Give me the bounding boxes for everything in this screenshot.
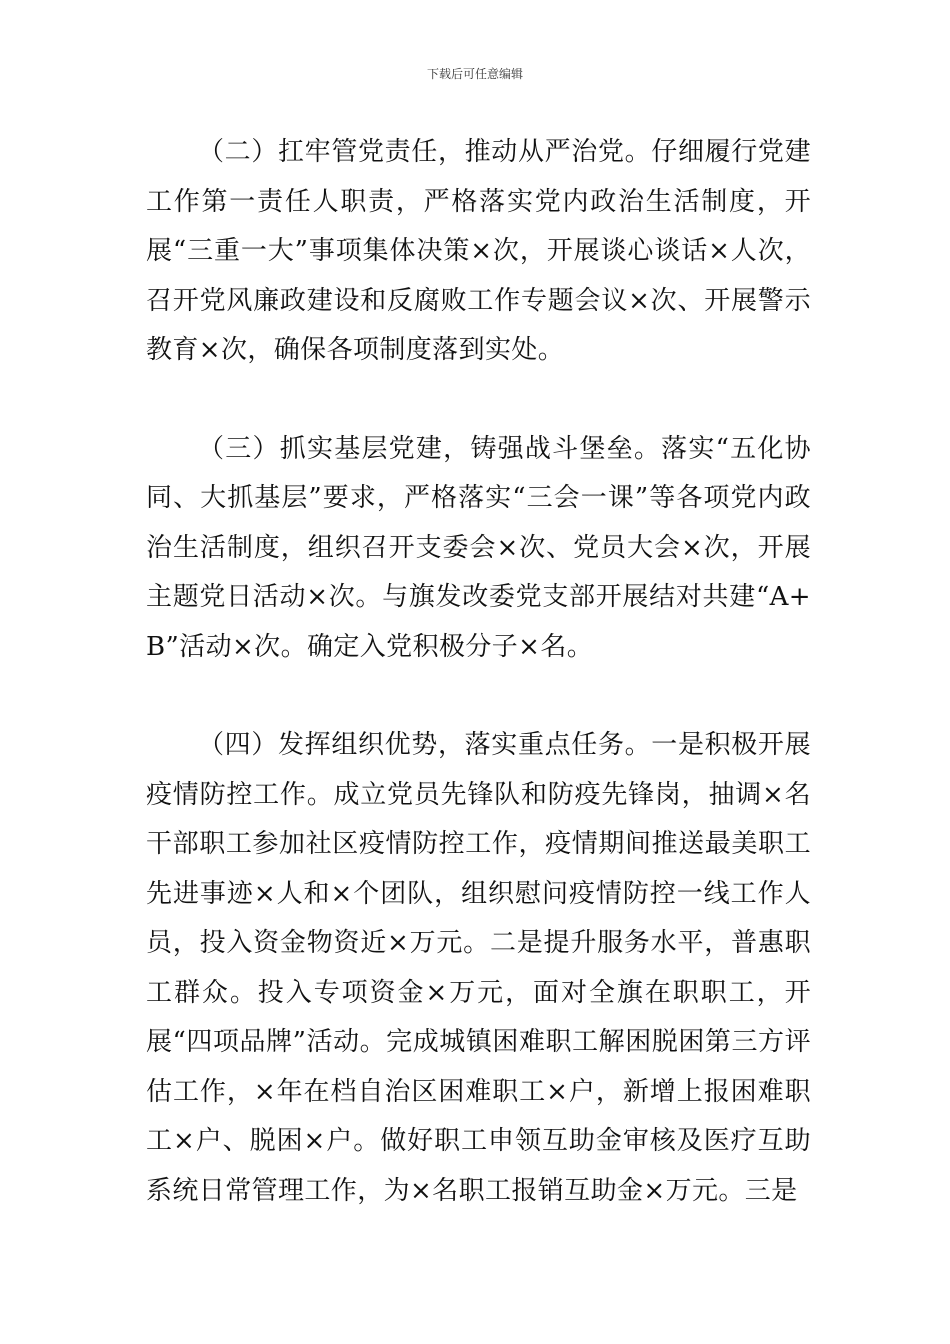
page-header-note: 下载后可任意编辑 — [426, 67, 523, 81]
document-body — [146, 128, 811, 1216]
paragraph-section-4: （四）发挥组织优势，落实重点任务。一是积极开展疫情防控工作。成立党员先锋队和防疫先锋岗，抽调×名干部职工参加社区疫情防控工作，疫情期间推送最美职工先进事迹×人和×个团队，组织慰问疫情防控一线工作人员，投入资金物资近×万元。二是提升服务水平，普惠职工群众。投入专项资金×万元，面对全旗在职职工，开展“四项品牌”活动。完成城镇困难职工解困脱困第三方评估工作，×年在档自治区困难职工×户，新增上报困难职工×户、脱困×户。做好职工申领互助金审核及医疗互助系统日常管理工作，为×名职工报销互助金×万元。三是 — [146, 730, 811, 1206]
paragraph-section-3: （三）抓实基层党建，铸强战斗堡垒。落实“五化协同、大抓基层”要求，严格落实“三会一课”等各项党内政治生活制度，组织召开支委会×次、党员大会×次，开展主题党日活动×次。与旗发改委党支部开展结对共建“A+B”活动×次。确定入党积极分子×名。 — [146, 433, 811, 662]
paragraph-section-2: （二）扛牢管党责任，推动从严治党。仔细履行党建工作第一责任人职责，严格落实党内政治生活制度，开展“三重一大”事项集体决策×次，开展谈心谈话×人次，召开党风廉政建设和反腐败工作专题会议×次、开展警示教育×次，确保各项制度落到实处。 — [146, 137, 811, 365]
